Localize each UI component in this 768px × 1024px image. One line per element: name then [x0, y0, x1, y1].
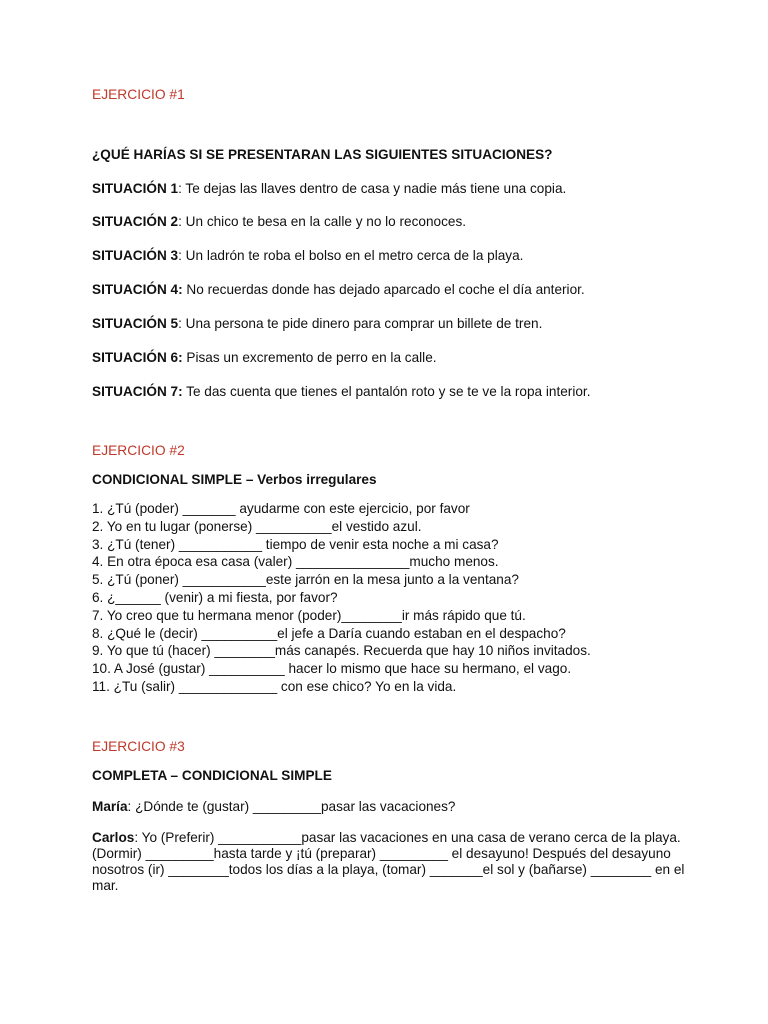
situation-7	[92, 383, 590, 401]
situation-sep: :	[178, 181, 182, 196]
situation-2	[92, 213, 466, 231]
situation-label: SITUACIÓN 6:	[92, 350, 183, 365]
speaker-maria: María	[92, 799, 128, 814]
situation-label: SITUACIÓN 7:	[92, 384, 183, 399]
situation-sep: :	[178, 248, 182, 263]
list-item: 10. A José (gustar) __________ hacer lo mismo que hace su hermano, el vago.	[92, 661, 572, 677]
situation-label: SITUACIÓN 4:	[92, 282, 183, 297]
situation-3	[92, 247, 523, 265]
situation-label: SITUACIÓN 2	[92, 214, 179, 229]
list-item: 8. ¿Qué le (decir) __________el jefe a Daría cuando estaban en el despacho?	[92, 625, 566, 641]
list-item: 5. ¿Tú (poner) ___________este jarrón en la mesa junto a la ventana?	[92, 572, 519, 588]
situation-text: Pisas un excremento de perro en la calle.	[182, 350, 437, 365]
list-item: 4. En otra época esa casa (valer) _______________mucho menos.	[92, 554, 499, 570]
ejercicio-1-question: ¿QUÉ HARÍAS SI SE PRESENTARAN LAS SIGUIENTES SITUACIONES?	[92, 147, 553, 162]
situation-6	[92, 349, 437, 367]
list-item: 11. ¿Tu (salir) _____________ con ese chico? Yo en la vida.	[92, 678, 457, 694]
situation-text: Una persona te pide dinero para comprar un billete de tren.	[181, 316, 543, 331]
list-item: 7. Yo creo que tu hermana menor (poder)________ir más rápido que tú.	[92, 607, 526, 623]
speaker-carlos: Carlos	[92, 830, 135, 845]
list-item: 6. ¿______ (venir) a mi fiesta, por favor?	[92, 589, 338, 605]
situation-sep: :	[178, 214, 182, 229]
situation-text: Te dejas las llaves dentro de casa y nadie más tiene una copia.	[181, 181, 567, 196]
situation-label: SITUACIÓN 1	[92, 181, 179, 196]
situation-label: SITUACIÓN 5	[92, 316, 179, 331]
list-item: 9. Yo que tú (hacer) ________más canapés. Recuerda que hay 10 niños invitados.	[92, 643, 591, 659]
situation-1	[92, 180, 566, 198]
situation-sep: :	[178, 316, 182, 331]
situation-text: Un ladrón te roba el bolso en el metro cerca de la playa.	[181, 248, 524, 263]
situation-text: Un chico te besa en la calle y no lo reconoces.	[181, 214, 467, 229]
list-item: 2. Yo en tu lugar (ponerse) __________el vestido azul.	[92, 518, 422, 534]
situation-4	[92, 281, 585, 299]
carlos-text: : Yo (Preferir) ___________pasar las vacaciones en una casa de verano cerca de la playa. (Dormir) _________hasta tarde y ¡tú (preparar) _________ el desayuno! Después del desayuno nosotros (ir) ________todos los días a la playa, (tomar) _______el sol y (bañarse) ________ en el mar.	[92, 830, 685, 893]
ejercicio-2-heading: EJERCICIO #2	[92, 443, 185, 458]
ejercicio-1-heading: EJERCICIO #1	[92, 87, 185, 102]
list-item: 1. ¿Tú (poder) _______ ayudarme con este ejercicio, por favor	[92, 501, 470, 516]
carlos-paragraph	[92, 830, 692, 894]
exercise-2-list	[92, 500, 591, 696]
ejercicio-2-subtitle: CONDICIONAL SIMPLE – Verbos irregulares	[92, 472, 377, 487]
ejercicio-3-subtitle: COMPLETA – CONDICIONAL SIMPLE	[92, 768, 332, 783]
situation-text: No recuerdas donde has dejado aparcado el coche el día anterior.	[182, 282, 585, 297]
situation-label: SITUACIÓN 3	[92, 248, 179, 263]
list-item: 3. ¿Tú (tener) ___________ tiempo de venir esta noche a mi casa?	[92, 536, 499, 552]
maria-line	[92, 798, 455, 816]
situation-5	[92, 315, 542, 333]
situation-text: Te das cuenta que tienes el pantalón roto y se te ve la ropa interior.	[182, 384, 591, 399]
maria-text: : ¿Dónde te (gustar) _________pasar las vacaciones?	[127, 799, 456, 814]
ejercicio-3-heading: EJERCICIO #3	[92, 739, 185, 754]
